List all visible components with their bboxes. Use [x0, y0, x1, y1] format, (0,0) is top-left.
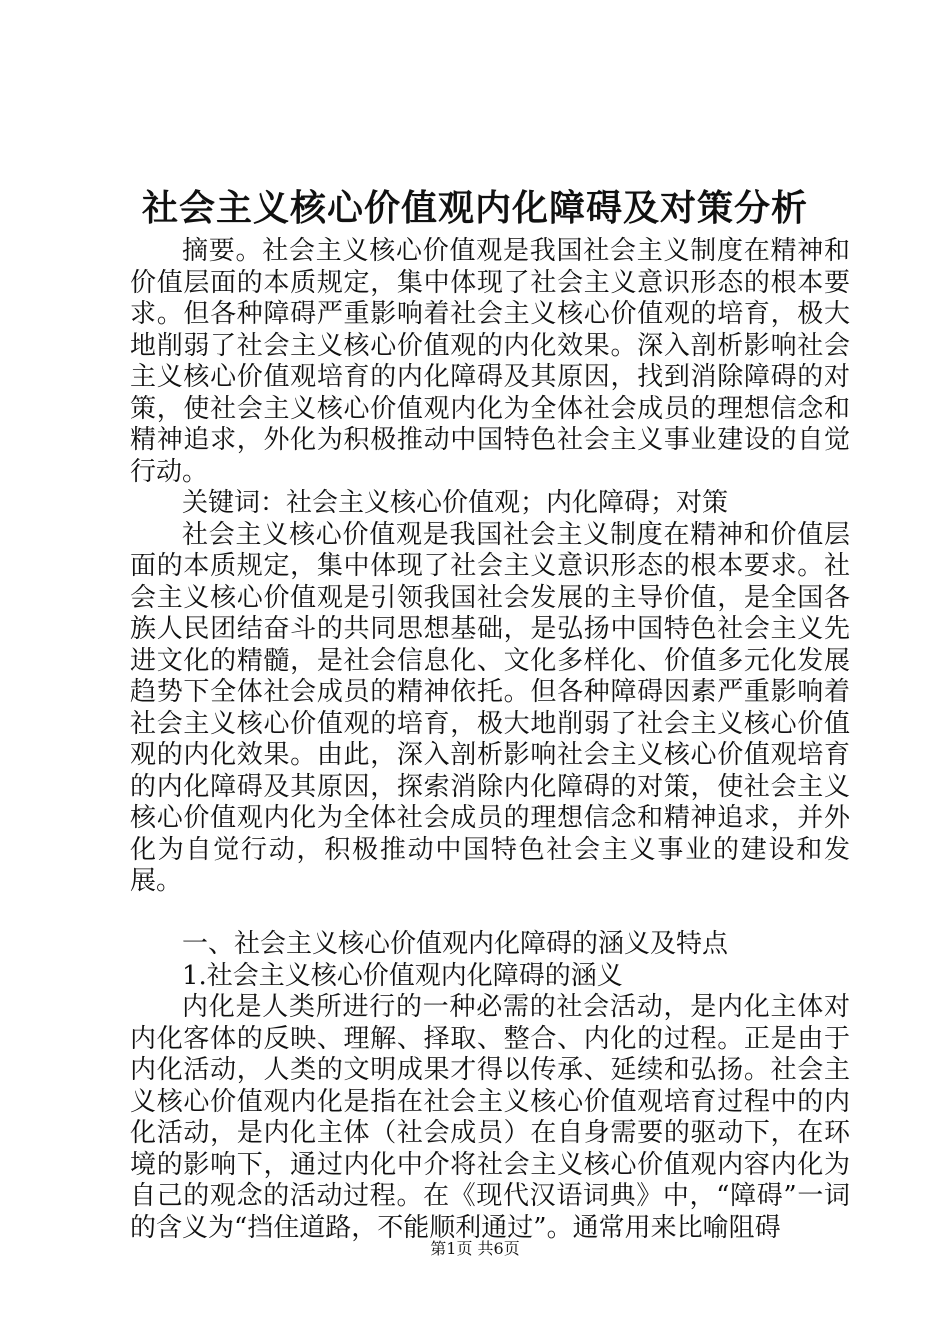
- subsection-heading: 1.社会主义核心价值观内化障碍的涵义: [182, 960, 623, 991]
- abstract-paragraph: 摘要。社会主义核心价值观是我国社会主义制度在精神和价值层面的本质规定，集中体现了社会主义意识形态的根本要求。但各种障碍严重影响着社会主义核心价值观的培育，极大地削弱了社会主义核心价值观的内化效果。深入剖析影响社会主义核心价值观培育的内化障碍及其原因，找到消除障碍的对策，使社会主义核心价值观内化为全体社会成员的理想信念和精神追求，外化为积极推动中国特色社会主义事业建设的自觉行动。: [130, 236, 850, 487]
- paragraph-spacer: [130, 898, 850, 930]
- section-paragraph: 内化是人类所进行的一种必需的社会活动，是内化主体对内化客体的反映、理解、择取、整合、内化的过程。正是由于内化活动，人类的文明成果才得以传承、延续和弘扬。社会主义核心价值观内化是指在社会主义核心价值观培育过程中的内化活动，是内化主体（社会成员）在自身需要的驱动下，在环境的影响下，通过内化中介将社会主义核心价值观内容内化为自己的观念的活动过程。在《现代汉语词典》中，“障碍”一词的含义为“挡住道路，不能顺利通过”。通常用来比喻阻碍: [130, 992, 850, 1243]
- intro-paragraph: 社会主义核心价值观是我国社会主义制度在精神和价值层面的本质规定，集中体现了社会主义意识形态的根本要求。社会主义核心价值观是引领我国社会发展的主导价值，是全国各族人民团结奋斗的共同思想基础，是弘扬中国特色社会主义先进文化的精髓，是社会信息化、文化多样化、价值多元化发展趋势下全体社会成员的精神依托。但各种障碍因素严重影响着社会主义核心价值观的培育，极大地削弱了社会主义核心价值观的内化效果。由此，深入剖析影响社会主义核心价值观培育的内化障碍及其原因，探索消除内化障碍的对策，使社会主义核心价值观内化为全体社会成员的理想信念和精神追求，并外化为自觉行动，积极推动中国特色社会主义事业的建设和发展。: [130, 519, 850, 896]
- page-number: 第1页 共6页: [430, 1239, 520, 1258]
- document-title: 社会主义核心价值观内化障碍及对策分析: [141, 187, 808, 229]
- document-body: [130, 236, 850, 1244]
- section-heading: 一、社会主义核心价值观内化障碍的涵义及特点: [182, 929, 729, 959]
- keywords-line: 关键词：社会主义核心价值观；内化障碍；对策: [182, 488, 729, 518]
